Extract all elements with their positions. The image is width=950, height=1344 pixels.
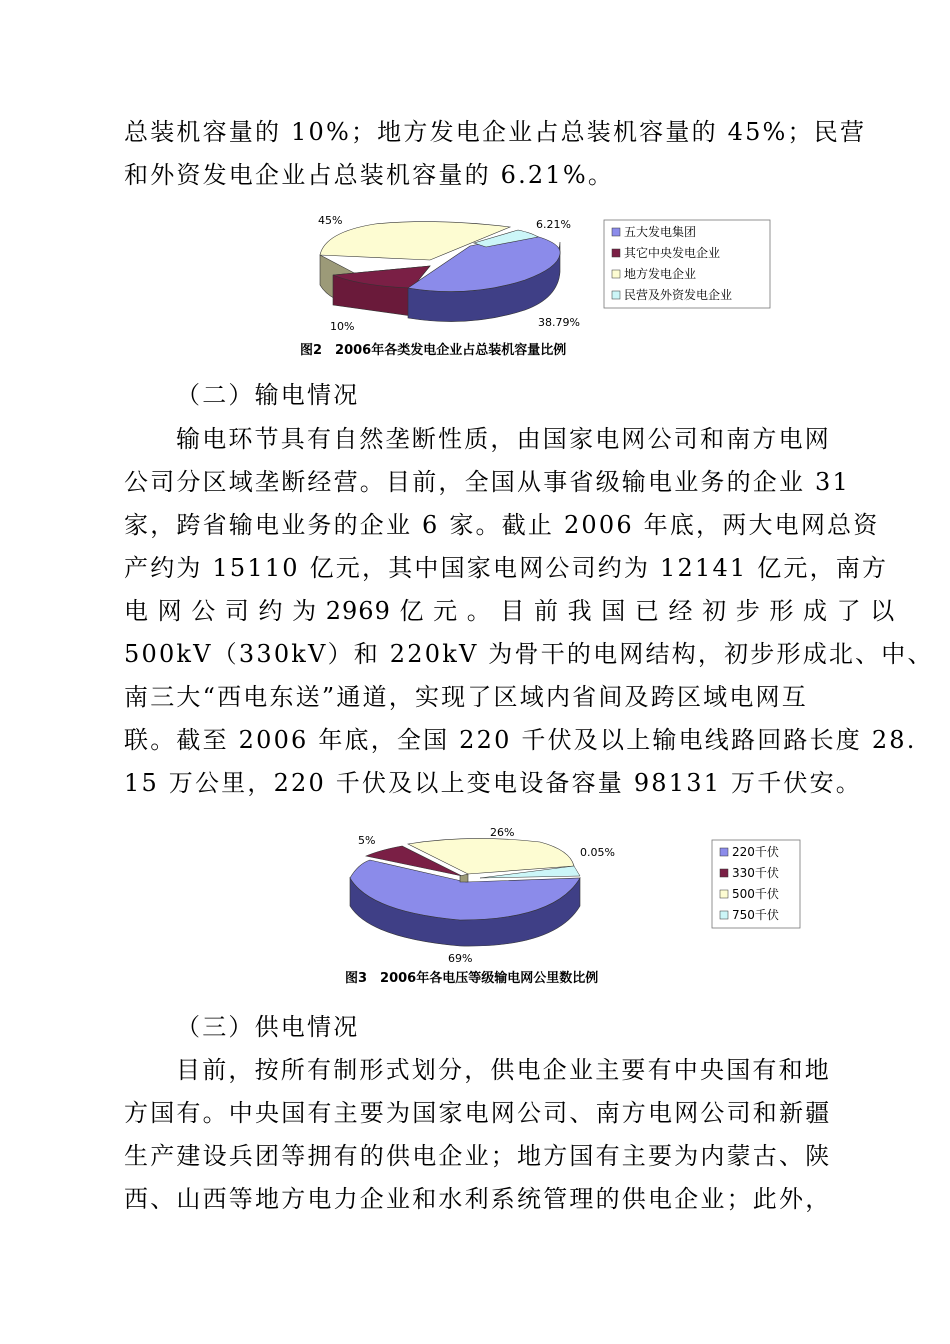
text-line: 输电环节具有自然垄断性质，由国家电网公司和南方电网 (176, 425, 831, 453)
legend-label-4: 民营及外资发电企业 (624, 288, 733, 302)
text-line: 家，跨省输电业务的企业 6 家。截止 2006 年底，两大电网总资 (124, 511, 880, 539)
section-heading: （三）供电情况 (176, 1013, 360, 1041)
figure-2 (300, 210, 780, 335)
legend-label-3: 500千伏 (732, 887, 779, 901)
legend (712, 840, 800, 928)
legend-swatch-2 (612, 249, 620, 257)
legend-swatch-4 (612, 291, 620, 299)
legend-label-4: 750千伏 (732, 908, 779, 922)
pie-slice-26-side (460, 874, 468, 882)
legend-swatch-3 (612, 270, 620, 278)
pie-label-10: 10% (330, 320, 355, 333)
legend-label-1: 220千伏 (732, 845, 779, 859)
text-line: 15 万公里，220 千伏及以上变电设备容量 98131 万千伏安。 (124, 769, 863, 797)
pie-label-6: 6.21% (536, 218, 571, 231)
pie-label-69: 69% (448, 952, 473, 965)
text-line: 500kV（330kV）和 220kV 为骨干的电网结构，初步形成北、中、 (124, 640, 934, 668)
legend (604, 220, 770, 308)
text-line: 联。截至 2006 年底，全国 220 千伏及以上输电线路回路长度 28. (124, 726, 917, 754)
text-line: 产约为 15110 亿元，其中国家电网公司约为 12141 亿元，南方 (124, 554, 889, 582)
figure-2-caption: 图2 2006年各类发电企业占总装机容量比例 (300, 343, 567, 358)
text-line: 总装机容量的 10%；地方发电企业占总装机容量的 45%；民营 (124, 118, 867, 146)
figure-3-chart (330, 820, 810, 965)
pie-label-45: 45% (318, 214, 343, 227)
text-line: 方国有。中央国有主要为国家电网公司、南方电网公司和新疆 (124, 1099, 832, 1127)
legend-label-2: 330千伏 (732, 866, 779, 880)
figure-3-caption: 图3 2006年各电压等级输电网公里数比例 (345, 971, 599, 986)
text-line: 南三大“西电东送”通道，实现了区域内省间及跨区域电网互 (124, 683, 808, 711)
pie-3d-group (320, 222, 560, 322)
text-line: 生产建设兵团等拥有的供电企业；地方国有主要为内蒙古、陕 (124, 1142, 832, 1170)
legend-label-2: 其它中央发电企业 (624, 246, 721, 260)
legend-swatch-4 (720, 911, 728, 919)
text-line: 和外资发电企业占总装机容量的 6.21%。 (124, 161, 615, 189)
pie-label-0: 0.05% (580, 846, 615, 859)
legend-swatch-1 (720, 848, 728, 856)
pie-label-26: 26% (490, 826, 515, 839)
figure-2-chart (300, 210, 780, 335)
pie-label-38: 38.79% (538, 316, 580, 329)
pie-label-5: 5% (358, 834, 376, 847)
text-line: 西、山西等地方电力企业和水利系统管理的供电企业；此外， (124, 1185, 832, 1213)
text-line: 目前，按所有制形式划分，供电企业主要有中央国有和地 (176, 1056, 831, 1084)
pie-3d-group (350, 838, 580, 946)
legend-label-3: 地方发电企业 (624, 267, 697, 281)
legend-swatch-1 (612, 228, 620, 236)
legend-swatch-3 (720, 890, 728, 898)
figure-3 (330, 820, 810, 965)
section-heading: （二）输电情况 (176, 381, 360, 409)
legend-swatch-2 (720, 869, 728, 877)
legend-label-1: 五大发电集团 (624, 225, 697, 239)
text-line: 电 网 公 司 约 为 2969 亿 元 。 目 前 我 国 已 经 初 步 形 成 了 以 (124, 597, 896, 625)
text-line: 公司分区域垄断经营。目前，全国从事省级输电业务的企业 31 (124, 468, 850, 496)
